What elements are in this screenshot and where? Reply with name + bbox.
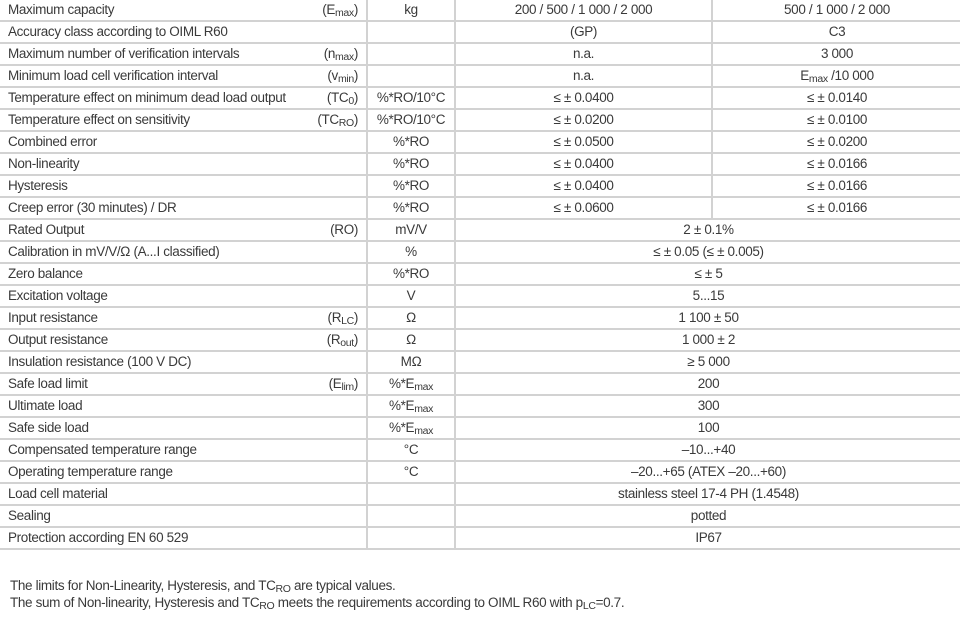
spec-value-series-2: ≤ ± 0.0166 xyxy=(712,153,960,175)
spec-value: IP67 xyxy=(455,527,960,549)
spec-value-series-2: C3 xyxy=(712,21,960,43)
spec-label: Minimum load cell verification interval xyxy=(0,65,305,87)
table-row xyxy=(0,87,960,109)
spec-symbol: $(E_{lim})$ xyxy=(305,373,367,395)
spec-unit: % xyxy=(367,241,455,263)
spec-label: Zero balance xyxy=(0,263,305,285)
spec-value-series-2: ≤ ± 0.0166 xyxy=(712,197,960,219)
spec-unit: %*RO xyxy=(367,175,455,197)
spec-unit xyxy=(367,505,455,527)
table-row xyxy=(0,109,960,131)
spec-value-series-2: ≤ ± 0.0100 xyxy=(712,109,960,131)
spec-value-series-2: 500 / 1 000 / 2 000 xyxy=(712,0,960,21)
subscript: RO xyxy=(259,600,275,612)
spec-symbol: $(v_{min})$ xyxy=(305,65,367,87)
spec-unit: mV/V xyxy=(367,219,455,241)
spec-unit: %*RO/10°C xyxy=(367,109,455,131)
spec-symbol xyxy=(305,21,367,43)
spec-unit xyxy=(367,527,455,549)
subscript: max xyxy=(335,7,354,19)
table-row xyxy=(0,263,960,285)
table-row xyxy=(0,395,960,417)
footnotes xyxy=(10,577,624,611)
spec-symbol: $(R_{out})$ xyxy=(305,329,367,351)
spec-unit xyxy=(367,65,455,87)
spec-value: –10...+40 xyxy=(455,439,960,461)
table-row xyxy=(0,197,960,219)
spec-value-series-2: ≤ ± 0.0166 xyxy=(712,175,960,197)
subscript: max xyxy=(414,381,434,393)
subscript: max xyxy=(414,425,434,437)
spec-value-series-1: n.a. xyxy=(455,65,712,87)
spec-unit: %*RO/10°C xyxy=(367,87,455,109)
spec-value-series-1: 200 / 500 / 1 000 / 2 000 xyxy=(455,0,712,21)
spec-unit: Ω xyxy=(367,307,455,329)
spec-value: ≤ ± 0.05 (≤ ± 0.005) xyxy=(455,241,960,263)
table-row xyxy=(0,175,960,197)
table-row xyxy=(0,483,960,505)
spec-value: ≥ 5 000 xyxy=(455,351,960,373)
table-row xyxy=(0,307,960,329)
spec-label: Creep error (30 minutes) / DR xyxy=(0,197,305,219)
spec-label: Maximum capacity xyxy=(0,0,305,21)
spec-label: Sealing xyxy=(0,505,305,527)
spec-symbol: $(R_{LC})$ xyxy=(305,307,367,329)
subscript: LC xyxy=(341,315,354,327)
footnote: The sum of Non-linearity, Hysteresis and $TC_{RO}$ meets the requirements according to OIML R60 with $p_{LC}=0.7$. xyxy=(10,595,625,612)
spec-label: Hysteresis xyxy=(0,175,305,197)
spec-label: Rated Output xyxy=(0,219,305,241)
spec-unit: $\%*E_{max}$ xyxy=(367,395,455,417)
spec-symbol xyxy=(305,439,367,461)
spec-value-series-1: ≤ ± 0.0500 xyxy=(455,131,712,153)
spec-value: 2 ± 0.1% xyxy=(455,219,960,241)
spec-value: 5...15 xyxy=(455,285,960,307)
subscript: max xyxy=(808,73,828,85)
spec-unit xyxy=(367,43,455,65)
spec-label: Output resistance xyxy=(0,329,305,351)
table-row xyxy=(0,153,960,175)
table-row xyxy=(0,43,960,65)
spec-label: Insulation resistance (100 V DC) xyxy=(0,351,305,373)
spec-value-series-1: ≤ ± 0.0600 xyxy=(455,197,712,219)
spec-unit xyxy=(367,21,455,43)
spec-value-series-2: ≤ ± 0.0140 xyxy=(712,87,960,109)
table-row xyxy=(0,505,960,527)
spec-value: –20...+65 (ATEX –20...+60) xyxy=(455,461,960,483)
spec-value-series-1: n.a. xyxy=(455,43,712,65)
spec-value: 200 xyxy=(455,373,960,395)
table-row xyxy=(0,527,960,549)
table-row xyxy=(0,219,960,241)
spec-value-series-2: ≤ ± 0.0200 xyxy=(712,131,960,153)
subscript: min xyxy=(337,73,354,85)
spec-symbol xyxy=(305,285,367,307)
spec-unit: %*RO xyxy=(367,131,455,153)
spec-label: Safe side load xyxy=(0,417,305,439)
spec-symbol: (RO) xyxy=(305,219,367,241)
spec-unit xyxy=(367,483,455,505)
spec-label: Ultimate load xyxy=(0,395,305,417)
spec-symbol xyxy=(305,417,367,439)
table-row xyxy=(0,21,960,43)
spec-unit: kg xyxy=(367,0,455,21)
spec-symbol xyxy=(305,175,367,197)
table-row xyxy=(0,285,960,307)
spec-symbol xyxy=(305,461,367,483)
spec-unit: °C xyxy=(367,461,455,483)
spec-label: Maximum number of verification intervals xyxy=(0,43,305,65)
subscript: RO xyxy=(338,117,354,129)
spec-symbol xyxy=(305,483,367,505)
spec-symbol xyxy=(305,527,367,549)
table-row xyxy=(0,65,960,87)
subscript: RO xyxy=(275,583,291,595)
spec-symbol xyxy=(305,395,367,417)
spec-label: Protection according EN 60 529 xyxy=(0,527,305,549)
spec-value-series-2: 3 000 xyxy=(712,43,960,65)
spec-value: stainless steel 17-4 PH (1.4548) xyxy=(455,483,960,505)
spec-symbol xyxy=(305,153,367,175)
spec-value-series-1: (GP) xyxy=(455,21,712,43)
spec-symbol xyxy=(305,351,367,373)
table-row xyxy=(0,439,960,461)
spec-symbol xyxy=(305,505,367,527)
subscript: max xyxy=(335,51,354,63)
spec-unit: $\%*E_{max}$ xyxy=(367,417,455,439)
spec-label: Load cell material xyxy=(0,483,305,505)
spec-unit: Ω xyxy=(367,329,455,351)
spec-unit: MΩ xyxy=(367,351,455,373)
spec-symbol: $(TC_0)$ xyxy=(305,87,367,109)
spec-symbol: $(TC_{RO})$ xyxy=(305,109,367,131)
spec-value: potted xyxy=(455,505,960,527)
table-row xyxy=(0,241,960,263)
subscript: LC xyxy=(582,600,596,612)
spec-label: Operating temperature range xyxy=(0,461,305,483)
spec-unit: %*RO xyxy=(367,263,455,285)
spec-label: Excitation voltage xyxy=(0,285,305,307)
spec-value-series-1: ≤ ± 0.0400 xyxy=(455,87,712,109)
table-row xyxy=(0,351,960,373)
spec-unit: %*RO xyxy=(367,197,455,219)
table-row xyxy=(0,329,960,351)
spec-unit: V xyxy=(367,285,455,307)
spec-label: Temperature effect on minimum dead load output xyxy=(0,87,305,109)
table-row xyxy=(0,417,960,439)
spec-value: 300 xyxy=(455,395,960,417)
spec-value: 1 100 ± 50 xyxy=(455,307,960,329)
spec-unit: %*RO xyxy=(367,153,455,175)
spec-value-series-2: $E_{max}$ /10 000 xyxy=(712,65,960,87)
footnote: The limits for Non-Linearity, Hysteresis, and $TC_{RO}$ are typical values. xyxy=(10,578,396,595)
spec-value: ≤ ± 5 xyxy=(455,263,960,285)
subscript: 0 xyxy=(348,95,354,107)
subscript: lim xyxy=(341,381,354,393)
table-row xyxy=(0,131,960,153)
spec-label: Non-linearity xyxy=(0,153,305,175)
spec-symbol xyxy=(305,131,367,153)
spec-label: Compensated temperature range xyxy=(0,439,305,461)
spec-value: 1 000 ± 2 xyxy=(455,329,960,351)
spec-value: 100 xyxy=(455,417,960,439)
table-row xyxy=(0,461,960,483)
spec-value-series-1: ≤ ± 0.0400 xyxy=(455,175,712,197)
spec-label: Calibration in mV/V/Ω (A...I classified) xyxy=(0,241,305,263)
spec-symbol: $(E_{max})$ xyxy=(305,0,367,21)
spec-unit: $\%*E_{max}$ xyxy=(367,373,455,395)
spec-label: Temperature effect on sensitivity xyxy=(0,109,305,131)
spec-label: Input resistance xyxy=(0,307,305,329)
spec-label: Safe load limit xyxy=(0,373,305,395)
spec-symbol xyxy=(305,263,367,285)
subscript: max xyxy=(414,403,434,415)
spec-label: Combined error xyxy=(0,131,305,153)
subscript: out xyxy=(340,337,354,349)
spec-unit: °C xyxy=(367,439,455,461)
spec-symbol: $(n_{max})$ xyxy=(305,43,367,65)
spec-value-series-1: ≤ ± 0.0200 xyxy=(455,109,712,131)
table-row xyxy=(0,0,960,21)
spec-label: Accuracy class according to OIML R60 xyxy=(0,21,305,43)
spec-value-series-1: ≤ ± 0.0400 xyxy=(455,153,712,175)
table-row xyxy=(0,373,960,395)
spec-symbol xyxy=(305,197,367,219)
spec-symbol xyxy=(305,241,367,263)
